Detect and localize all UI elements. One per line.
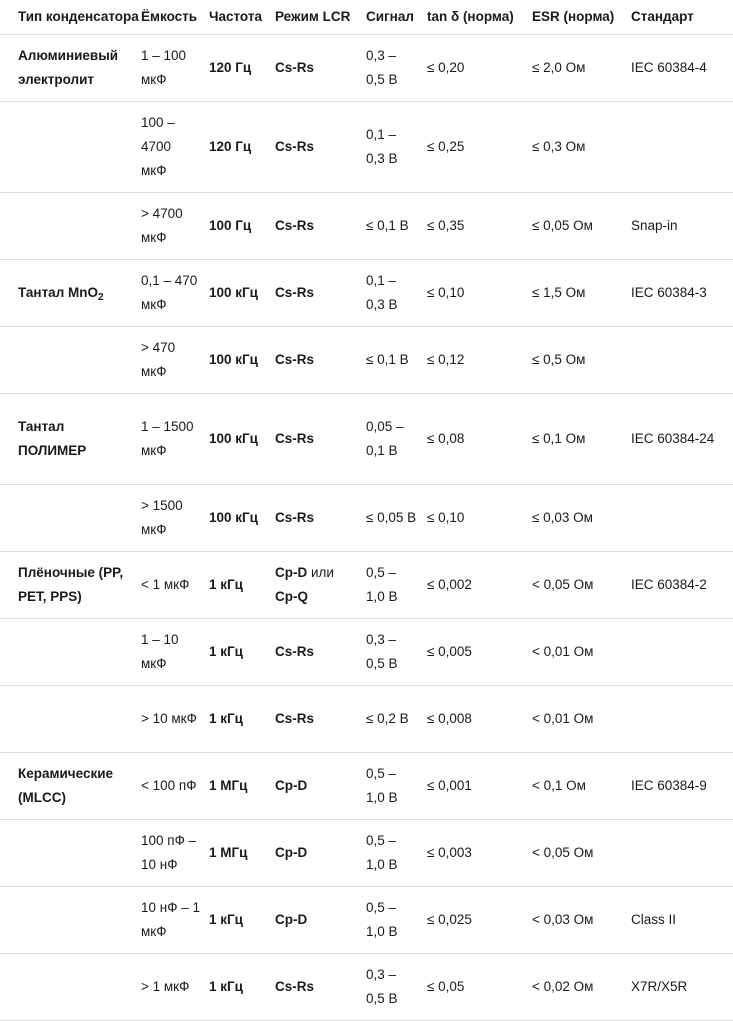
cell-capacitance: > 4700 мкФ xyxy=(136,192,204,259)
cell-esr: < 0,1 Ом xyxy=(527,752,626,819)
header-signal: Сигнал xyxy=(361,0,422,34)
cell-mode: Cs-Rs xyxy=(270,192,361,259)
cell-esr: ≤ 1,5 Ом xyxy=(527,259,626,326)
cell-signal: 0,3 – 0,5 В xyxy=(361,618,422,685)
cell-signal: ≤ 0,1 В xyxy=(361,326,422,393)
cell-mode-or: или xyxy=(307,564,334,580)
cell-frequency: 1 МГц xyxy=(204,752,270,819)
cell-tan: ≤ 0,003 xyxy=(422,819,527,886)
cell-type xyxy=(0,886,136,953)
cell-signal: ≤ 0,05 В xyxy=(361,484,422,551)
cell-signal: 0,5 – 1,0 В xyxy=(361,886,422,953)
cell-tan: ≤ 0,35 xyxy=(422,192,527,259)
cell-signal: 0,1 – 0,3 В xyxy=(361,101,422,192)
cell-standard: IEC 60384-3 xyxy=(626,259,733,326)
cell-standard: Snap-in xyxy=(626,192,733,259)
cell-type: Тантал ПОЛИМЕР xyxy=(0,393,136,484)
cell-standard: X7R/X5R xyxy=(626,953,733,1020)
cell-tan: ≤ 0,12 xyxy=(422,326,527,393)
cell-frequency: 1 кГц xyxy=(204,685,270,752)
table-row xyxy=(0,819,733,886)
cell-capacitance: 100 – 4700 мкФ xyxy=(136,101,204,192)
cell-signal: 0,3 – 0,5 В xyxy=(361,953,422,1020)
header-mode: Режим LCR xyxy=(270,0,361,34)
cell-tan: ≤ 0,10 xyxy=(422,484,527,551)
cell-mode xyxy=(270,551,361,618)
cell-frequency: 100 кГц xyxy=(204,326,270,393)
cell-frequency: 120 Гц xyxy=(204,34,270,101)
cell-frequency: 1 кГц xyxy=(204,551,270,618)
cell-capacitance: < 1 мкФ xyxy=(136,551,204,618)
cell-type xyxy=(0,192,136,259)
cell-mode-primary: Cp-D xyxy=(275,564,308,580)
cell-capacitance: 0,1 – 470 мкФ xyxy=(136,259,204,326)
cell-esr: ≤ 0,03 Ом xyxy=(527,484,626,551)
cell-mode: Cp-D xyxy=(270,886,361,953)
cell-capacitance: > 470 мкФ xyxy=(136,326,204,393)
cell-type: Плёночные (PP, PET, PPS) xyxy=(0,551,136,618)
header-frequency: Частота xyxy=(204,0,270,34)
cell-standard xyxy=(626,618,733,685)
cell-type xyxy=(0,101,136,192)
table-row xyxy=(0,326,733,393)
header-type: Тип конденсатора xyxy=(0,0,136,34)
cell-standard: IEC 60384-4 xyxy=(626,34,733,101)
cell-mode: Cs-Rs xyxy=(270,393,361,484)
header-standard: Стандарт xyxy=(626,0,733,34)
cell-type xyxy=(0,819,136,886)
cell-esr: ≤ 2,0 Ом xyxy=(527,34,626,101)
cell-tan: ≤ 0,025 xyxy=(422,886,527,953)
cell-capacitance: > 10 мкФ xyxy=(136,685,204,752)
cell-tan: ≤ 0,005 xyxy=(422,618,527,685)
cell-signal: ≤ 0,2 В xyxy=(361,685,422,752)
cell-type: Алюминиевый электролит xyxy=(0,34,136,101)
cell-tan: ≤ 0,05 xyxy=(422,953,527,1020)
cell-frequency: 1 кГц xyxy=(204,618,270,685)
cell-signal: 0,5 – 1,0 В xyxy=(361,752,422,819)
cell-capacitance: 100 пФ – 10 нФ xyxy=(136,819,204,886)
cell-type-subscript: 2 xyxy=(98,291,104,303)
cell-standard: Class II xyxy=(626,886,733,953)
cell-capacitance: < 100 пФ xyxy=(136,752,204,819)
cell-signal: ≤ 0,1 В xyxy=(361,192,422,259)
cell-frequency: 100 кГц xyxy=(204,259,270,326)
cell-tan: ≤ 0,10 xyxy=(422,259,527,326)
cell-type xyxy=(0,259,136,326)
cell-capacitance: 1 – 1500 мкФ xyxy=(136,393,204,484)
cell-mode: Cs-Rs xyxy=(270,484,361,551)
cell-capacitance: > 1 мкФ xyxy=(136,953,204,1020)
table-row xyxy=(0,752,733,819)
cell-frequency: 1 кГц xyxy=(204,886,270,953)
cell-mode: Cs-Rs xyxy=(270,326,361,393)
cell-standard xyxy=(626,326,733,393)
cell-frequency: 1 МГц xyxy=(204,819,270,886)
cell-frequency: 100 Гц xyxy=(204,192,270,259)
table-row xyxy=(0,618,733,685)
cell-capacitance: 1 – 100 мкФ xyxy=(136,34,204,101)
cell-frequency: 100 кГц xyxy=(204,484,270,551)
cell-mode: Cs-Rs xyxy=(270,259,361,326)
table-row xyxy=(0,34,733,101)
table-row xyxy=(0,393,733,484)
cell-esr: ≤ 0,1 Ом xyxy=(527,393,626,484)
table-row xyxy=(0,101,733,192)
cell-tan: ≤ 0,25 xyxy=(422,101,527,192)
cell-tan: ≤ 0,002 xyxy=(422,551,527,618)
cell-esr: < 0,01 Ом xyxy=(527,685,626,752)
cell-esr: < 0,01 Ом xyxy=(527,618,626,685)
cell-capacitance: > 1500 мкФ xyxy=(136,484,204,551)
cell-tan: ≤ 0,20 xyxy=(422,34,527,101)
cell-signal: 0,5 – 1,0 В xyxy=(361,551,422,618)
header-tan: tan δ (норма) xyxy=(422,0,527,34)
cell-esr: < 0,03 Ом xyxy=(527,886,626,953)
cell-mode: Cs-Rs xyxy=(270,101,361,192)
cell-mode-secondary: Cp-Q xyxy=(275,588,308,604)
table-header xyxy=(0,0,733,34)
cell-type-text: Тантал MnO xyxy=(18,284,99,300)
cell-mode: Cp-D xyxy=(270,819,361,886)
cell-mode: Cs-Rs xyxy=(270,685,361,752)
table-row xyxy=(0,484,733,551)
cell-type xyxy=(0,484,136,551)
cell-esr: ≤ 0,3 Ом xyxy=(527,101,626,192)
cell-tan: ≤ 0,08 xyxy=(422,393,527,484)
cell-standard xyxy=(626,484,733,551)
cell-standard: IEC 60384-2 xyxy=(626,551,733,618)
header-esr: ESR (норма) xyxy=(527,0,626,34)
cell-signal: 0,5 – 1,0 В xyxy=(361,819,422,886)
cell-capacitance: 10 нФ – 1 мкФ xyxy=(136,886,204,953)
cell-signal: 0,1 – 0,3 В xyxy=(361,259,422,326)
table-row xyxy=(0,685,733,752)
cell-mode: Cs-Rs xyxy=(270,618,361,685)
cell-type: Керамические (MLCC) xyxy=(0,752,136,819)
table-row xyxy=(0,886,733,953)
cell-tan: ≤ 0,001 xyxy=(422,752,527,819)
cell-frequency: 1 кГц xyxy=(204,953,270,1020)
cell-standard xyxy=(626,101,733,192)
header-row xyxy=(0,0,733,34)
cell-frequency: 120 Гц xyxy=(204,101,270,192)
header-capacitance: Ёмкость xyxy=(136,0,204,34)
cell-mode: Cs-Rs xyxy=(270,953,361,1020)
cell-esr: ≤ 0,5 Ом xyxy=(527,326,626,393)
cell-type xyxy=(0,685,136,752)
cell-esr: < 0,02 Ом xyxy=(527,953,626,1020)
cell-tan: ≤ 0,008 xyxy=(422,685,527,752)
cell-signal: 0,3 – 0,5 В xyxy=(361,34,422,101)
cell-mode: Cp-D xyxy=(270,752,361,819)
cell-mode: Cs-Rs xyxy=(270,34,361,101)
cell-standard: IEC 60384-9 xyxy=(626,752,733,819)
cell-type xyxy=(0,618,136,685)
cell-standard xyxy=(626,819,733,886)
cell-frequency: 100 кГц xyxy=(204,393,270,484)
cell-signal: 0,05 – 0,1 В xyxy=(361,393,422,484)
cell-standard: IEC 60384-24 xyxy=(626,393,733,484)
cell-type xyxy=(0,326,136,393)
table-row xyxy=(0,259,733,326)
table-row xyxy=(0,551,733,618)
cell-esr: < 0,05 Ом xyxy=(527,819,626,886)
cell-esr: ≤ 0,05 Ом xyxy=(527,192,626,259)
cell-standard xyxy=(626,685,733,752)
table-body xyxy=(0,34,733,1020)
cell-capacitance: 1 – 10 мкФ xyxy=(136,618,204,685)
cell-esr: < 0,05 Ом xyxy=(527,551,626,618)
table-row xyxy=(0,192,733,259)
